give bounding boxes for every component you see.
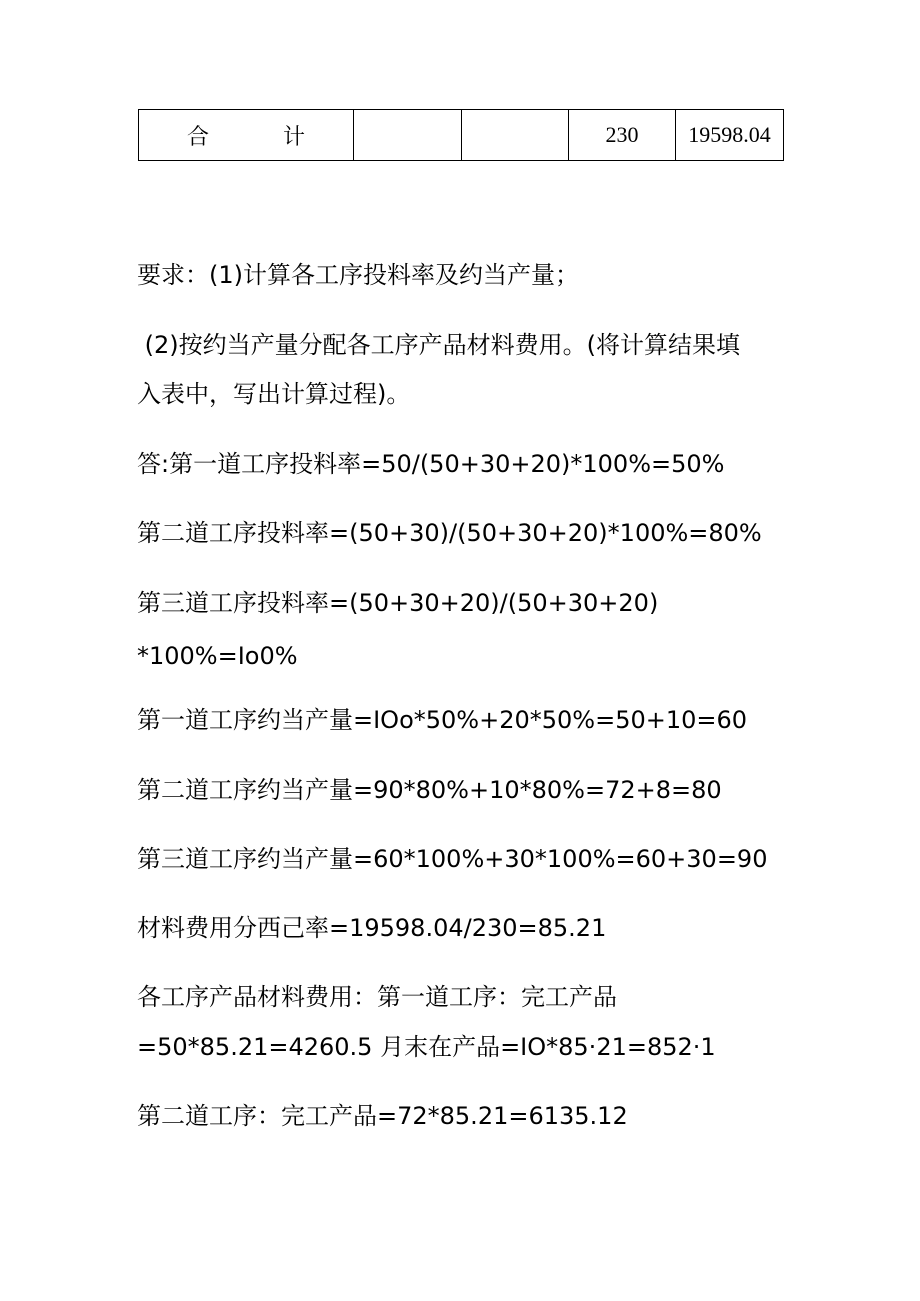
summary-table [138, 109, 784, 161]
answer-rate-step-3-cont: *100%=Io0% [137, 642, 298, 670]
requirement-2: (2)按约当产量分配各工序产品材料费用。(将计算结果填 [137, 331, 740, 359]
answer-equiv-step-2: 第二道工序约当产量=90*80%+10*80%=72+8=80 [137, 776, 722, 804]
requirement-2-cont: 入表中，写出计算过程)。 [137, 380, 411, 408]
answer-cost-step-1: =50*85.21=4260.5 月末在产品=IO*85·21=852·1 [137, 1033, 716, 1061]
total-label-cell [139, 110, 354, 161]
empty-cell-2 [354, 110, 462, 161]
answer-rate-step-2: 第二道工序投料率=(50+30)/(50+30+20)*100%=80% [137, 519, 762, 547]
total-label-part1: 合 [187, 124, 210, 150]
answer-rate-step-3: 第三道工序投料率=(50+30+20)/(50+30+20) [137, 589, 659, 617]
answer-rate-step-1: 答:第一道工序投料率=50/(50+30+20)*100%=50% [137, 450, 725, 478]
total-quantity-cell: 230 [569, 110, 676, 161]
total-row [139, 110, 784, 161]
answer-equiv-step-3: 第三道工序约当产量=60*100%+30*100%=60+30=90 [137, 845, 768, 873]
answer-allocation-rate: 材料费用分西己率=19598.04/230=85.21 [137, 914, 607, 942]
empty-cell-3 [462, 110, 569, 161]
answer-cost-step-2: 第二道工序：完工产品=72*85.21=6135.12 [137, 1102, 628, 1130]
requirement-1: 要求：(1)计算各工序投料率及约当产量； [137, 261, 579, 289]
answer-cost-heading: 各工序产品材料费用：第一道工序：完工产品 [137, 983, 617, 1011]
answer-equiv-step-1: 第一道工序约当产量=IOo*50%+20*50%=50+10=60 [137, 706, 748, 734]
total-amount-cell: 19598.04 [676, 110, 784, 161]
total-label-part2: 计 [282, 124, 305, 150]
